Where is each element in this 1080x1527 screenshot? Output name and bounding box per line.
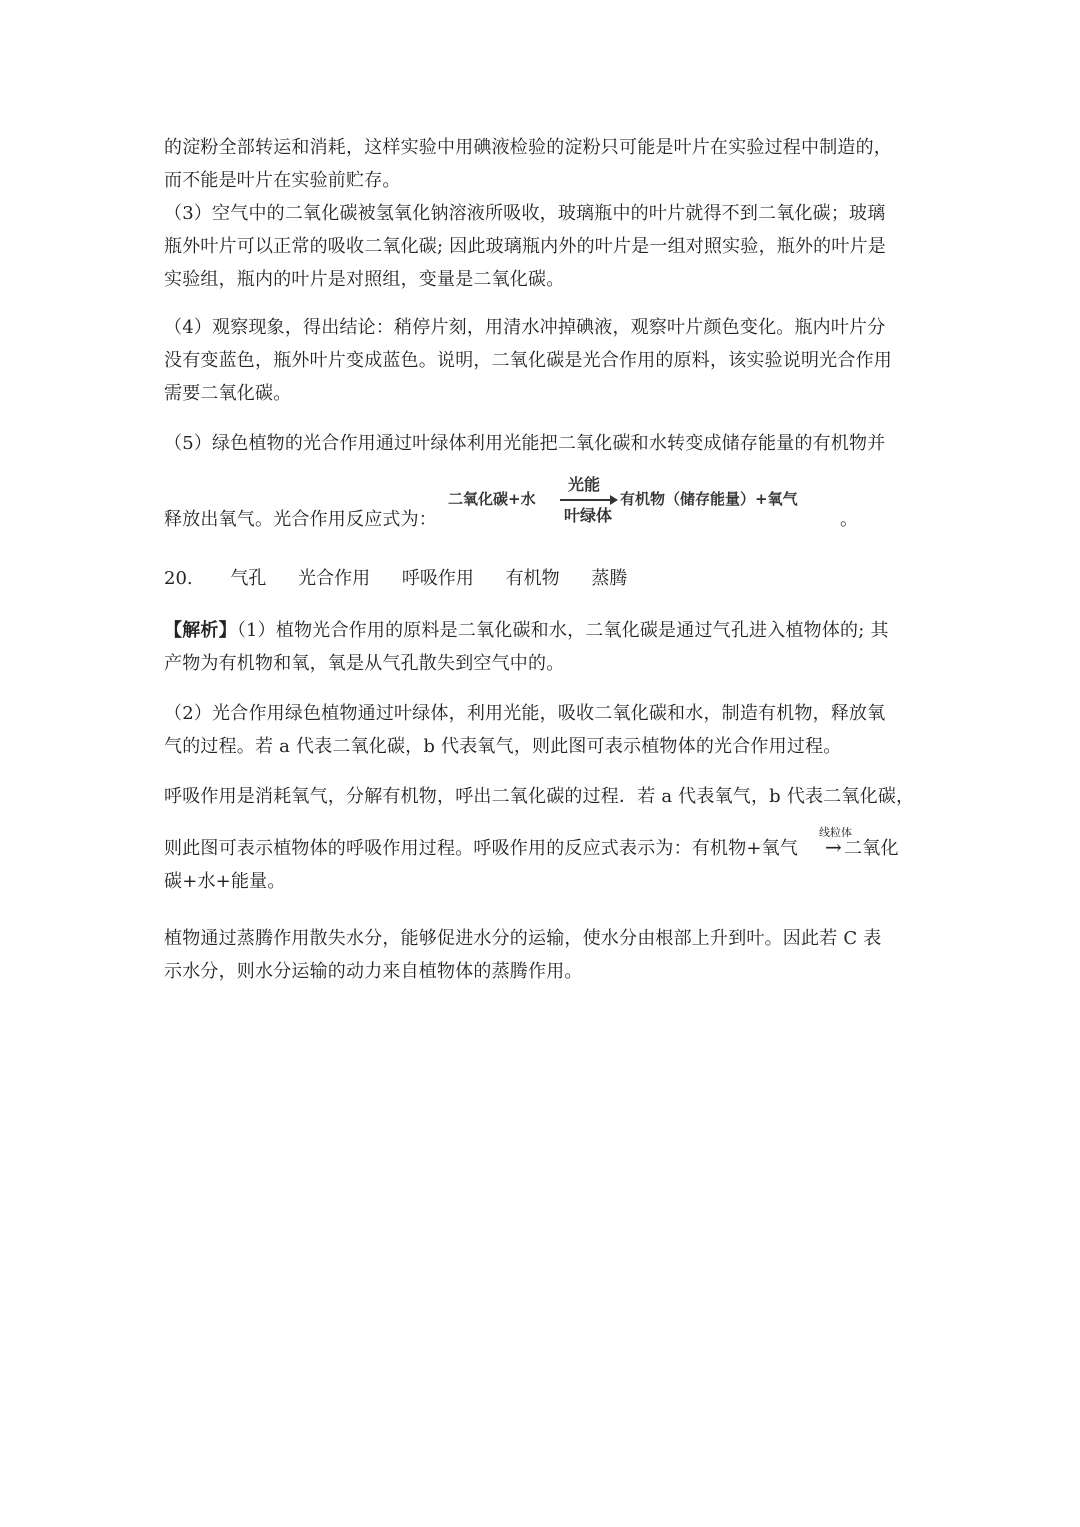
analysis-tag: 【解析】 [164, 620, 237, 641]
text-line: （2）光合作用绿色植物通过叶绿体，利用光能，吸收二氧化碳和水，制造有机物，释放氧 [164, 703, 886, 724]
text-line: （5）绿色植物的光合作用通过叶绿体利用光能把二氧化碳和水转变成储存能量的有机物并 [164, 433, 886, 454]
equation-reactants: 二氧化碳+水 [448, 490, 536, 508]
text-line: 瓶外叶片可以正常的吸收二氧化碳; 因此玻璃瓶内外的叶片是一组对照实验，瓶外的叶片是 [164, 236, 886, 257]
text-line-part: 二氧化 [844, 838, 899, 859]
text-line-rest: （1）植物光合作用的原料是二氧化碳和水，二氧化碳是通过气孔进入植物体的; 其 [236, 620, 889, 641]
arrow-shaft [560, 499, 616, 501]
text-line [164, 832, 924, 865]
equation-products: 有机物（储存能量）+氧气 [620, 490, 798, 508]
text-line: 的淀粉全部转运和消耗，这样实验中用碘液检验的淀粉只可能是叶片在实验过程中制造的， [164, 137, 892, 158]
paragraph-analysis-2 [164, 697, 924, 763]
equation-arrow [560, 474, 618, 526]
paragraph-item-5 [164, 427, 924, 460]
paragraph-respiration-eq [164, 832, 924, 898]
answer-item: 气孔 [230, 568, 267, 589]
arrow-right-icon: → [825, 835, 842, 859]
equation-condition-chloroplast: 叶绿体 [564, 506, 613, 525]
text-line: 没有变蓝色，瓶外叶片变成蓝色。说明，二氧化碳是光合作用的原料，该实验说明光合作用 [164, 350, 892, 371]
text-line: 气的过程。若 a 代表二氧化碳，b 代表氧气，则此图可表示植物体的光合作用过程。 [164, 736, 842, 757]
text-line: （3）空气中的二氧化碳被氢氧化钠溶液所吸收，玻璃瓶中的叶片就得不到二氧化碳；玻璃 [164, 203, 886, 224]
answer-item: 光合作用 [298, 568, 371, 589]
text-line: 呼吸作用是消耗氧气，分解有机物，呼出二氧化碳的过程．若 a 代表氧气，b 代表二氧化碳， [164, 786, 915, 807]
paragraph-respiration [164, 780, 924, 813]
paragraph-starch [164, 131, 924, 197]
text-line: （4）观察现象，得出结论：稍停片刻，用清水冲掉碘液，观察叶片颜色变化。瓶内叶片分 [164, 317, 886, 338]
text-line: 产物为有机物和氧，氧是从气孔散失到空气中的。 [164, 653, 565, 674]
answer-item: 呼吸作用 [401, 568, 474, 589]
text-line: 而不能是叶片在实验前贮存。 [164, 170, 401, 191]
text-line: 植物通过蒸腾作用散失水分，能够促进水分的运输，使水分由根部上升到叶。因此若 C 表 [164, 928, 882, 949]
sentence-end: 。 [840, 509, 858, 530]
respiration-condition: 线粒体 [819, 826, 852, 839]
text-line: 实验组，瓶内的叶片是对照组，变量是二氧化碳。 [164, 269, 565, 290]
question-number: 20. [164, 568, 193, 589]
equation-condition-light: 光能 [568, 475, 601, 494]
text-line: 碳+水+能量。 [164, 871, 286, 892]
paragraph-analysis-1 [164, 614, 924, 680]
text-line: 需要二氧化碳。 [164, 383, 292, 404]
text-line: 示水分，则水分运输的动力来自植物体的蒸腾作用。 [164, 961, 583, 982]
paragraph-item-3 [164, 197, 924, 296]
paragraph-transpiration [164, 922, 924, 988]
text-line: 释放出氧气。光合作用反应式为： [164, 509, 437, 530]
answer-item: 有机物 [505, 568, 560, 589]
text-line [164, 614, 924, 647]
text-line-part: 则此图可表示植物体的呼吸作用过程。呼吸作用的反应式表示为：有机物+氧气 [164, 838, 799, 859]
question-20-answers [164, 564, 653, 594]
photosynthesis-equation [448, 474, 848, 526]
paragraph-item-4 [164, 311, 924, 410]
answer-item: 蒸腾 [591, 568, 628, 589]
